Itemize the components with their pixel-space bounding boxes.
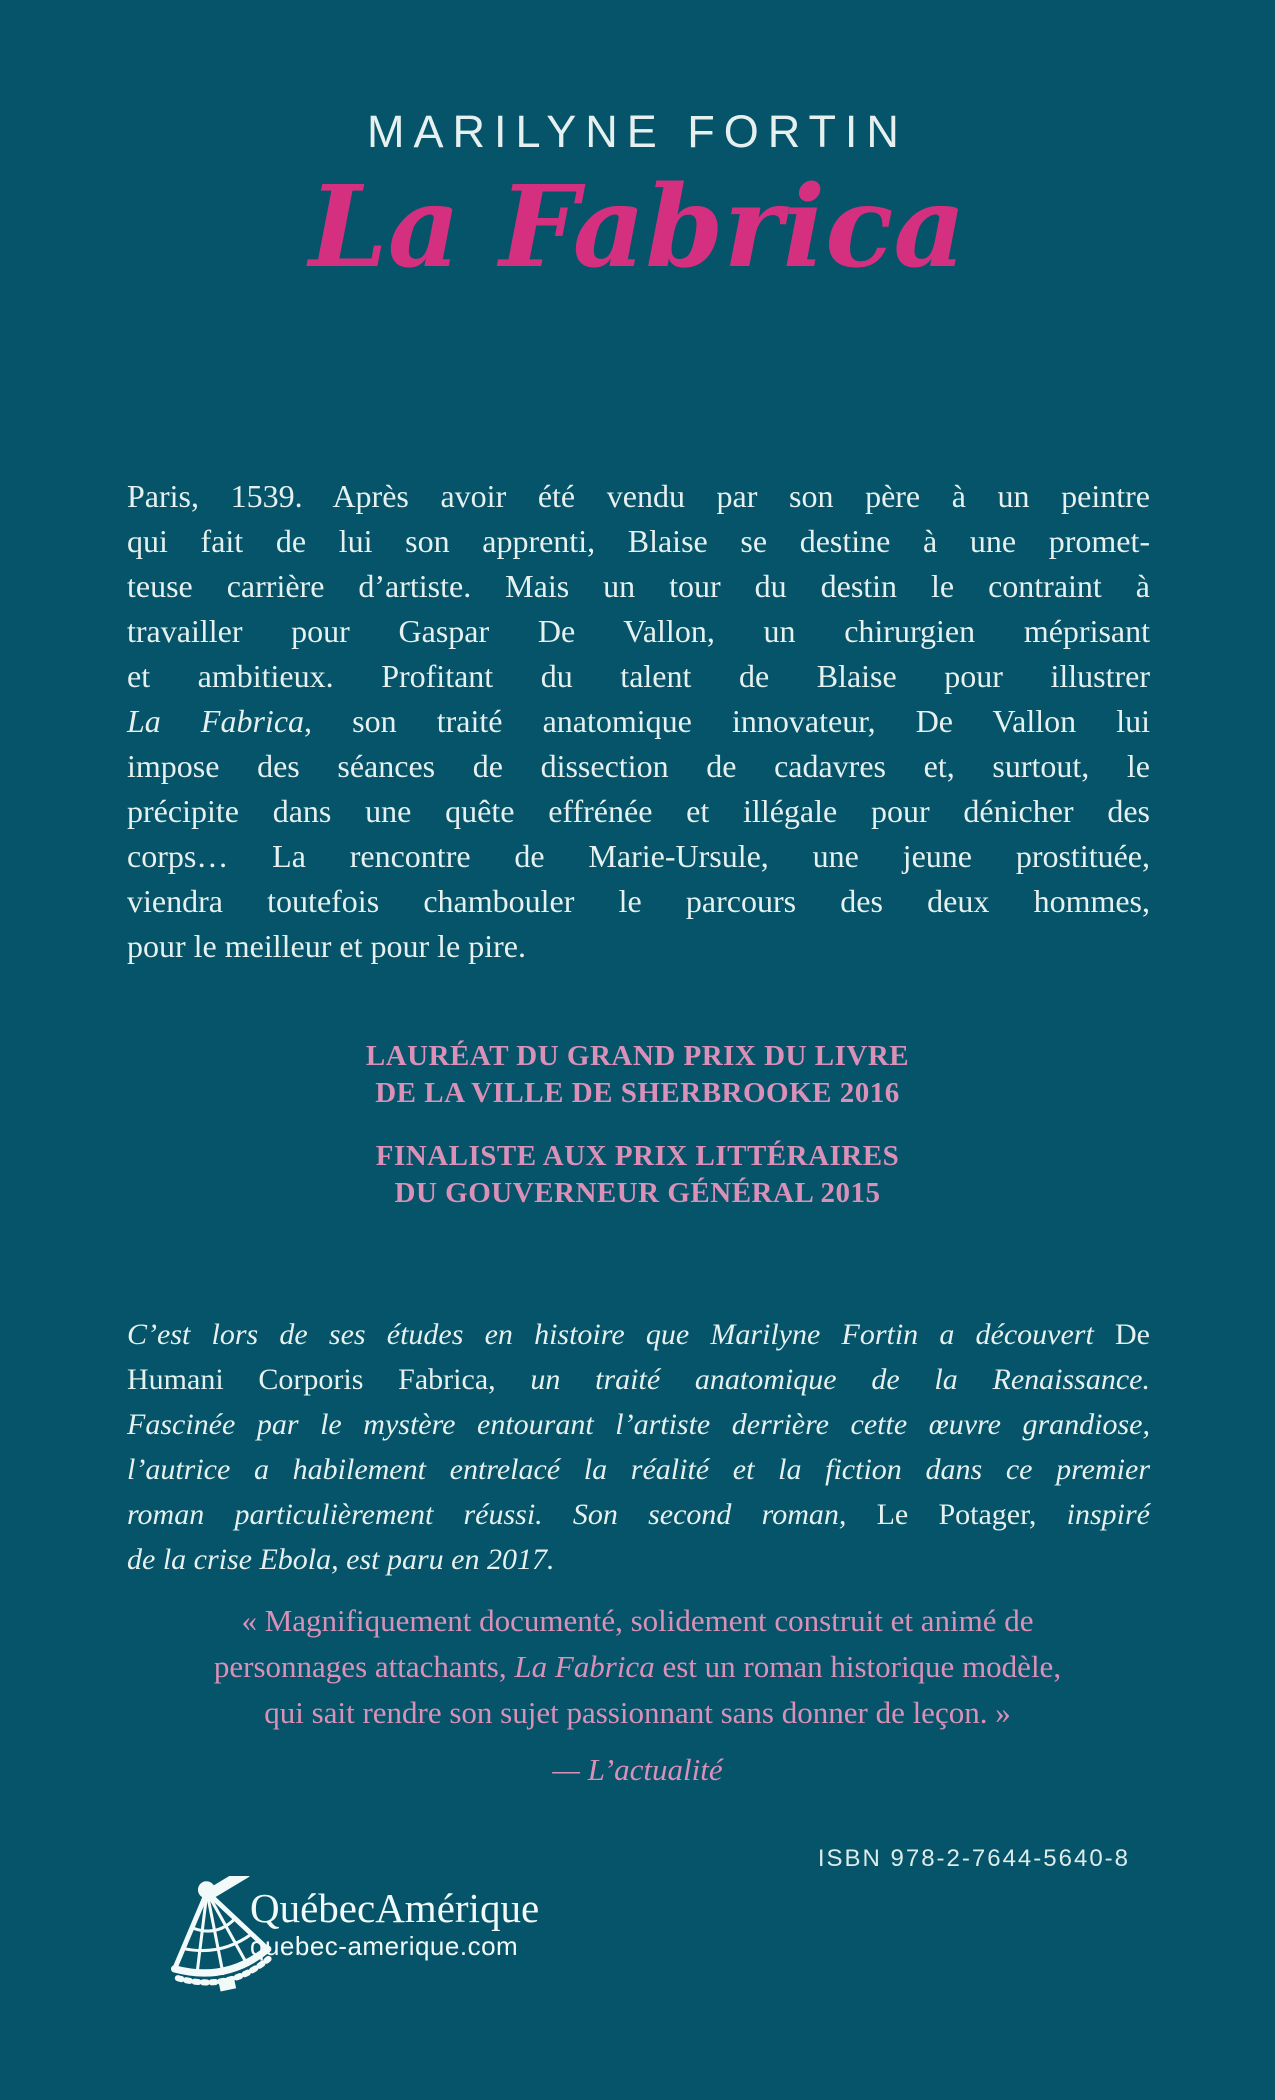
text-line: Humani Corporis Fabrica, un traité anatomique de la Renaissance. xyxy=(127,1363,1150,1396)
award-finaliste xyxy=(0,1138,1275,1212)
isbn: ISBN 978-2-7644-5640-8 xyxy=(817,1845,1130,1872)
award-line: LAURÉAT DU GRAND PRIX DU LIVRE xyxy=(365,1040,910,1072)
text-line: impose des séances de dissection de cadavres et, surtout, le xyxy=(127,748,1150,784)
text-line: roman particulièrement réussi. Son second roman, Le Potager, inspiré xyxy=(127,1498,1150,1531)
book-title: La Fabrica xyxy=(309,162,966,293)
text-line: Paris, 1539. Après avoir été vendu par son père à un peintre xyxy=(127,478,1150,514)
award-line: DU GOUVERNEUR GÉNÉRAL 2015 xyxy=(394,1177,881,1209)
text-line: Fascinée par le mystère entourant l’artiste derrière cette œuvre grandiose, xyxy=(127,1408,1150,1441)
text-line: viendra toutefois chambouler le parcours des deux hommes, xyxy=(127,883,1150,919)
author-bio xyxy=(127,1312,1150,1582)
text-line: teuse carrière d’artiste. Mais un tour du destin le contraint à xyxy=(127,568,1150,604)
text-line: pour le meilleur et pour le pire. xyxy=(127,928,526,964)
text-line: « Magnifiquement documenté, solidement construit et animé de xyxy=(241,1603,1034,1638)
publisher-website: quebec-amerique.com xyxy=(250,1931,519,1961)
text-line: l’autrice a habilement entrelacé la réalité et la fiction dans ce premier xyxy=(127,1453,1150,1486)
synopsis-paragraph xyxy=(127,474,1150,969)
text-line: La Fabrica, son traité anatomique innovateur, De Vallon lui xyxy=(127,703,1151,739)
awards-section xyxy=(0,1038,1275,1212)
award-laureat xyxy=(0,1038,1275,1112)
text-line: corps… La rencontre de Marie-Ursule, une jeune prostituée, xyxy=(127,838,1150,874)
text-line: qui fait de lui son apprenti, Blaise se destine à une promet- xyxy=(127,523,1150,559)
text-line: C’est lors de ses études en histoire que Marilyne Fortin a découvert De xyxy=(127,1318,1150,1351)
award-line: FINALISTE AUX PRIX LITTÉRAIRES xyxy=(375,1140,900,1172)
press-quote xyxy=(0,1598,1275,1736)
award-line: DE LA VILLE DE SHERBROOKE 2016 xyxy=(375,1077,900,1109)
text-line: de la crise Ebola, est paru en 2017. xyxy=(127,1543,555,1576)
text-line: précipite dans une quête effrénée et illégale pour dénicher des xyxy=(127,793,1150,829)
author-name: MARILYNE FORTIN xyxy=(367,106,908,157)
text-line: personnages attachants, La Fabrica est un roman historique modèle, xyxy=(213,1649,1062,1684)
text-line: qui sait rendre son sujet passionnant sans donner de leçon. » xyxy=(264,1695,1011,1730)
text-line: travailler pour Gaspar De Vallon, un chirurgien méprisant xyxy=(127,613,1150,649)
publisher-block xyxy=(250,1886,539,1961)
text-line: et ambitieux. Profitant du talent de Blaise pour illustrer xyxy=(127,658,1150,694)
publisher-name: QuébecAmérique xyxy=(250,1885,540,1931)
quote-attribution: — L’actualité xyxy=(552,1752,723,1787)
